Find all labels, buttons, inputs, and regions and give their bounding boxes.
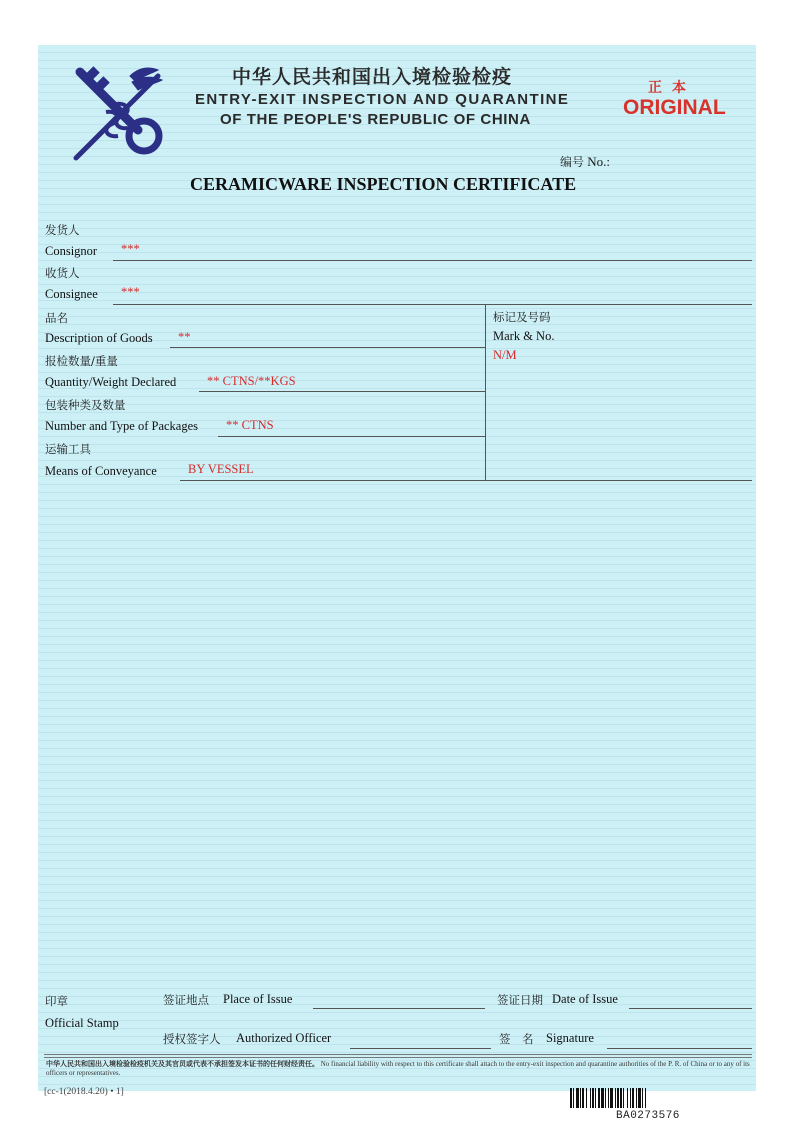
- consignor-value: ***: [121, 242, 140, 256]
- marks-label-cn: 标记及号码: [493, 310, 551, 324]
- certificate-number-label: [560, 153, 610, 170]
- serial-number: BA0273576: [616, 1110, 680, 1122]
- signature-label-cn: 签 名: [499, 1032, 534, 1046]
- goods-underline: [170, 347, 485, 348]
- org-name-english-line2: OF THE PEOPLE'S REPUBLIC OF CHINA: [220, 111, 531, 128]
- officer-label-cn: 授权签字人: [163, 1032, 221, 1046]
- marks-column-divider: [485, 305, 486, 480]
- consignee-label-cn: 收货人: [45, 266, 80, 280]
- org-name-chinese: 中华人民共和国出入境检验检疫: [232, 66, 513, 88]
- place-of-issue-line: [313, 1008, 485, 1009]
- org-name-english-line1: ENTRY-EXIT INSPECTION AND QUARANTINE: [195, 91, 570, 108]
- disclaimer-en: No financial liability with respect to this certificate shall attach to the entry-exit inspection and quarantine authorities of the P. R. of China or to any of its officers or representatives.: [46, 1060, 750, 1077]
- cert-no-en: No.:: [587, 154, 611, 169]
- caduceus-key-emblem-icon: [72, 66, 168, 162]
- consignee-underline: [113, 304, 752, 305]
- consignor-label: Consignor: [45, 244, 98, 258]
- quantity-value: ** CTNS/**KGS: [207, 374, 296, 388]
- cert-no-cn: 编号: [560, 155, 585, 169]
- date-of-issue-line: [629, 1008, 752, 1009]
- quantity-underline: [199, 391, 485, 392]
- packages-underline: [218, 436, 485, 437]
- footer-divider-2: [44, 1057, 752, 1058]
- signature-line: [607, 1048, 752, 1049]
- consignee-label: Consignee: [45, 287, 98, 301]
- conveyance-label: Means of Conveyance: [45, 464, 157, 478]
- goods-label: Description of Goods: [45, 331, 153, 345]
- date-label: Date of Issue: [552, 992, 618, 1006]
- place-label-cn: 签证地点: [163, 993, 209, 1007]
- original-mark-chinese: 正本: [648, 80, 696, 96]
- consignee-value: ***: [121, 285, 140, 299]
- packages-label-cn: 包装种类及数量: [45, 398, 126, 412]
- form-code: [cc-1(2018.4.20) • 1]: [44, 1087, 124, 1097]
- marks-label: Mark & No.: [493, 329, 555, 343]
- goods-value: **: [178, 330, 191, 344]
- stamp-label-cn: 印章: [45, 994, 68, 1008]
- conveyance-value: BY VESSEL: [188, 462, 254, 476]
- disclaimer-cn: 中华人民共和国出入境检验检疫机关及其官员或代表不承担签发本证书的任何财经责任。: [46, 1060, 319, 1068]
- original-mark: ORIGINAL: [623, 96, 726, 119]
- disclaimer: [46, 1060, 752, 1078]
- barcode-icon: [570, 1088, 728, 1108]
- conveyance-underline: [180, 480, 752, 481]
- place-label: Place of Issue: [223, 992, 293, 1006]
- packages-label: Number and Type of Packages: [45, 419, 199, 433]
- footer-divider-1: [44, 1054, 752, 1055]
- packages-value: ** CTNS: [226, 418, 274, 432]
- conveyance-label-cn: 运输工具: [45, 442, 91, 456]
- marks-value: N/M: [493, 348, 517, 362]
- officer-label: Authorized Officer: [236, 1031, 332, 1045]
- goods-label-cn: 品名: [45, 311, 68, 325]
- quantity-label-cn: 报检数量/重量: [45, 354, 118, 368]
- authorized-officer-line: [350, 1048, 491, 1049]
- certificate-sheet: [38, 45, 756, 1091]
- signature-label: Signature: [546, 1031, 594, 1045]
- date-label-cn: 签证日期: [497, 993, 543, 1007]
- consignor-underline: [113, 260, 752, 261]
- consignor-label-cn: 发货人: [45, 223, 80, 237]
- certificate-title: CERAMICWARE INSPECTION CERTIFICATE: [190, 174, 577, 194]
- quantity-label: Quantity/Weight Declared: [45, 375, 177, 389]
- stamp-label: Official Stamp: [45, 1016, 119, 1030]
